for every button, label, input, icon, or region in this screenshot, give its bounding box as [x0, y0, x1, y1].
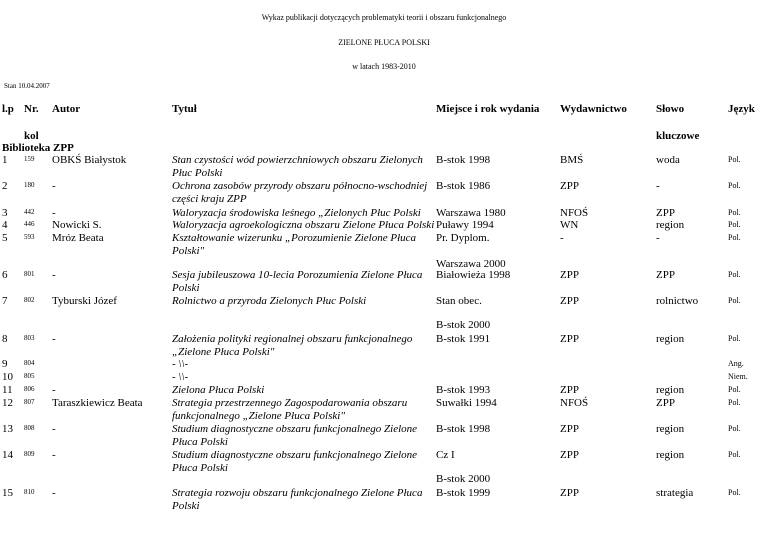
cell-wyd: - [560, 232, 564, 244]
cell-jezyk: Pol. [728, 296, 741, 305]
cell-jezyk: Pol. [728, 181, 741, 190]
cell-jezyk: Pol. [728, 155, 741, 164]
cell-slowo: strategia [656, 487, 694, 499]
col-wydawnictwo: Wydawnictwo [560, 103, 627, 115]
col-jezyk: Język [728, 103, 755, 115]
cell-slowo: - [656, 232, 660, 244]
col-tytul: Tytuł [172, 103, 197, 115]
cell-slowo: region [656, 384, 685, 396]
cell-tytul: Strategia rozwoju obszaru funkcjonalnego Zielone Płuca Polski [172, 487, 423, 512]
cell-lp: 6 [2, 269, 8, 281]
cell-miejsce: B-stok 1999 [436, 487, 491, 499]
cell-wyd: ZPP [560, 295, 579, 307]
col-miejsce: Miejsce i rok wydania [436, 103, 540, 115]
doc-title: Wykaz publikacji dotyczących problematyki teorii i obszaru funkcjonalnego [261, 13, 507, 22]
cell-jezyk: Pol. [728, 488, 741, 497]
cell-lp: 8 [2, 333, 8, 345]
cell-jezyk: Pol. [728, 208, 741, 217]
cell-jezyk: Pol. [728, 398, 741, 407]
cell-jezyk: Pol. [728, 334, 741, 343]
cell-autor: - [52, 384, 56, 396]
cell-miejsce: Warszawa 1980 [436, 207, 506, 219]
cell-wyd: ZPP [560, 423, 579, 435]
cell-jezyk: Niem. [728, 372, 748, 381]
cell-miejsce-2: B-stok 2000 [436, 473, 491, 485]
cell-wyd: ZPP [560, 487, 579, 499]
cell-tytul: Waloryzacja agroekologiczna obszaru Zielone Płuca Polski [172, 219, 435, 231]
cell-nr: 802 [24, 296, 35, 304]
cell-nr: 803 [24, 334, 35, 342]
cell-miejsce-2: Warszawa 2000 [436, 258, 506, 270]
cell-wyd: NFOŚ [560, 397, 589, 409]
cell-lp: 9 [2, 358, 8, 370]
cell-autor: - [52, 269, 56, 281]
cell-autor: Mróz Beata [52, 232, 104, 244]
cell-miejsce: B-stok 1986 [436, 180, 491, 192]
cell-tytul: Założenia polityki regionalnej obszaru funkcjonalnego „Zielone Płuca Polski" [172, 333, 413, 358]
cell-slowo: ZPP [656, 397, 675, 409]
section-heading: Biblioteka ZPP [2, 142, 74, 154]
cell-miejsce-2: B-stok 2000 [436, 319, 491, 331]
cell-autor: Taraszkiewicz Beata [52, 397, 143, 409]
cell-nr: 593 [24, 233, 35, 241]
cell-tytul: Studium diagnostyczne obszaru funkcjonalnego Zielone Płuca Polski [172, 449, 418, 474]
cell-nr: 180 [24, 181, 35, 189]
cell-slowo: woda [656, 154, 680, 166]
cell-tytul: - \\- [172, 358, 189, 370]
cell-slowo: rolnictwo [656, 295, 699, 307]
cell-nr: 159 [24, 155, 35, 163]
cell-tytul: Rolnictwo a przyroda Zielonych Płuc Polski [172, 295, 367, 307]
cell-lp: 4 [2, 219, 8, 231]
cell-autor: Tyburski Józef [52, 295, 117, 307]
cell-slowo: region [656, 219, 685, 231]
cell-lp: 15 [2, 487, 13, 499]
cell-autor: - [52, 449, 56, 461]
cell-miejsce: B-stok 1998 [436, 423, 491, 435]
col-slowo: Słowo [656, 103, 685, 115]
cell-tytul: Ochrona zasobów przyrody obszaru północno-wschodniej części kraju ZPP [172, 180, 428, 205]
cell-tytul: Stan czystości wód powierzchniowych obszaru Zielonych Płuc Polski [172, 154, 423, 179]
cell-nr: 801 [24, 270, 35, 278]
cell-miejsce: Białowieża 1998 [436, 269, 511, 281]
cell-wyd: ZPP [560, 449, 579, 461]
cell-wyd: WN [560, 219, 579, 231]
cell-nr: 804 [24, 359, 35, 367]
cell-lp: 11 [2, 384, 13, 396]
cell-lp: 7 [2, 295, 8, 307]
cell-slowo: ZPP [656, 207, 675, 219]
col-slowo-kluczowe: kluczowe [656, 130, 700, 142]
cell-lp: 13 [2, 423, 13, 435]
cell-autor: Nowicki S. [52, 219, 102, 231]
cell-miejsce: Puławy 1994 [436, 219, 494, 231]
cell-autor: OBKŚ Białystok [52, 154, 127, 166]
cell-lp: 14 [2, 449, 13, 461]
cell-lp: 1 [2, 154, 8, 166]
cell-tytul: - \\- [172, 371, 189, 383]
cell-miejsce: Stan obec. [436, 295, 482, 307]
cell-jezyk: Pol. [728, 270, 741, 279]
cell-nr: 809 [24, 450, 35, 458]
cell-nr: 808 [24, 424, 35, 432]
cell-miejsce: B-stok 1998 [436, 154, 491, 166]
cell-slowo: region [656, 333, 685, 345]
cell-jezyk: Pol. [728, 233, 741, 242]
cell-miejsce: Suwałki 1994 [436, 397, 497, 409]
cell-autor: - [52, 423, 56, 435]
cell-autor: - [52, 333, 56, 345]
cell-nr: 446 [24, 220, 35, 228]
cell-lp: 3 [2, 207, 8, 219]
cell-miejsce: Pr. Dyplom. [436, 232, 490, 244]
cell-wyd: BMŚ [560, 154, 584, 166]
cell-nr: 442 [24, 208, 35, 216]
cell-tytul: Kształtowanie wizerunku „Porozumienie Zielone Płuca Polski" [172, 232, 417, 257]
cell-miejsce: Cz I [436, 449, 455, 461]
cell-nr: 807 [24, 398, 35, 406]
cell-jezyk: Ang. [728, 359, 744, 368]
cell-jezyk: Pol. [728, 424, 741, 433]
cell-nr: 810 [24, 488, 35, 496]
cell-lp: 12 [2, 397, 13, 409]
cell-jezyk: Pol. [728, 450, 741, 459]
cell-jezyk: Pol. [728, 220, 741, 229]
cell-autor: - [52, 207, 56, 219]
doc-years: w latach 1983-2010 [352, 62, 416, 71]
cell-tytul: Sesja jubileuszowa 10-lecia Porozumienia Zielone Płuca Polski [172, 269, 423, 294]
doc-subtitle: ZIELONE PŁUCA POLSKI [338, 38, 430, 47]
cell-autor: - [52, 487, 56, 499]
cell-slowo: region [656, 449, 685, 461]
cell-wyd: ZPP [560, 333, 579, 345]
status-date: Stan 10.04.2007 [4, 82, 50, 90]
cell-tytul: Studium diagnostyczne obszaru funkcjonalnego Zielone Płuca Polski [172, 423, 418, 448]
cell-tytul: Zielona Płuca Polski [172, 384, 265, 396]
cell-miejsce: B-stok 1993 [436, 384, 491, 396]
cell-autor: - [52, 180, 56, 192]
cell-tytul: Waloryzacja środowiska leśnego „Zielonych Płuc Polski [172, 207, 421, 219]
cell-slowo: - [656, 180, 660, 192]
col-nr-kol: kol [24, 130, 39, 142]
cell-lp: 2 [2, 180, 8, 192]
col-autor: Autor [52, 103, 81, 115]
cell-lp: 5 [2, 232, 8, 244]
cell-slowo: region [656, 423, 685, 435]
cell-wyd: ZPP [560, 384, 579, 396]
cell-miejsce: B-stok 1991 [436, 333, 491, 345]
cell-slowo: ZPP [656, 269, 675, 281]
cell-wyd: NFOŚ [560, 207, 589, 219]
cell-tytul: Strategia przestrzennego Zagospodarowania obszaru funkcjonalnego „Zielone Płuca Polski" [172, 397, 408, 422]
cell-nr: 805 [24, 372, 35, 380]
col-nr: Nr. [24, 103, 39, 115]
col-lp: l.p [2, 103, 14, 115]
cell-jezyk: Pol. [728, 385, 741, 394]
cell-lp: 10 [2, 371, 13, 383]
cell-wyd: ZPP [560, 180, 579, 192]
cell-nr: 806 [24, 385, 35, 393]
cell-wyd: ZPP [560, 269, 579, 281]
